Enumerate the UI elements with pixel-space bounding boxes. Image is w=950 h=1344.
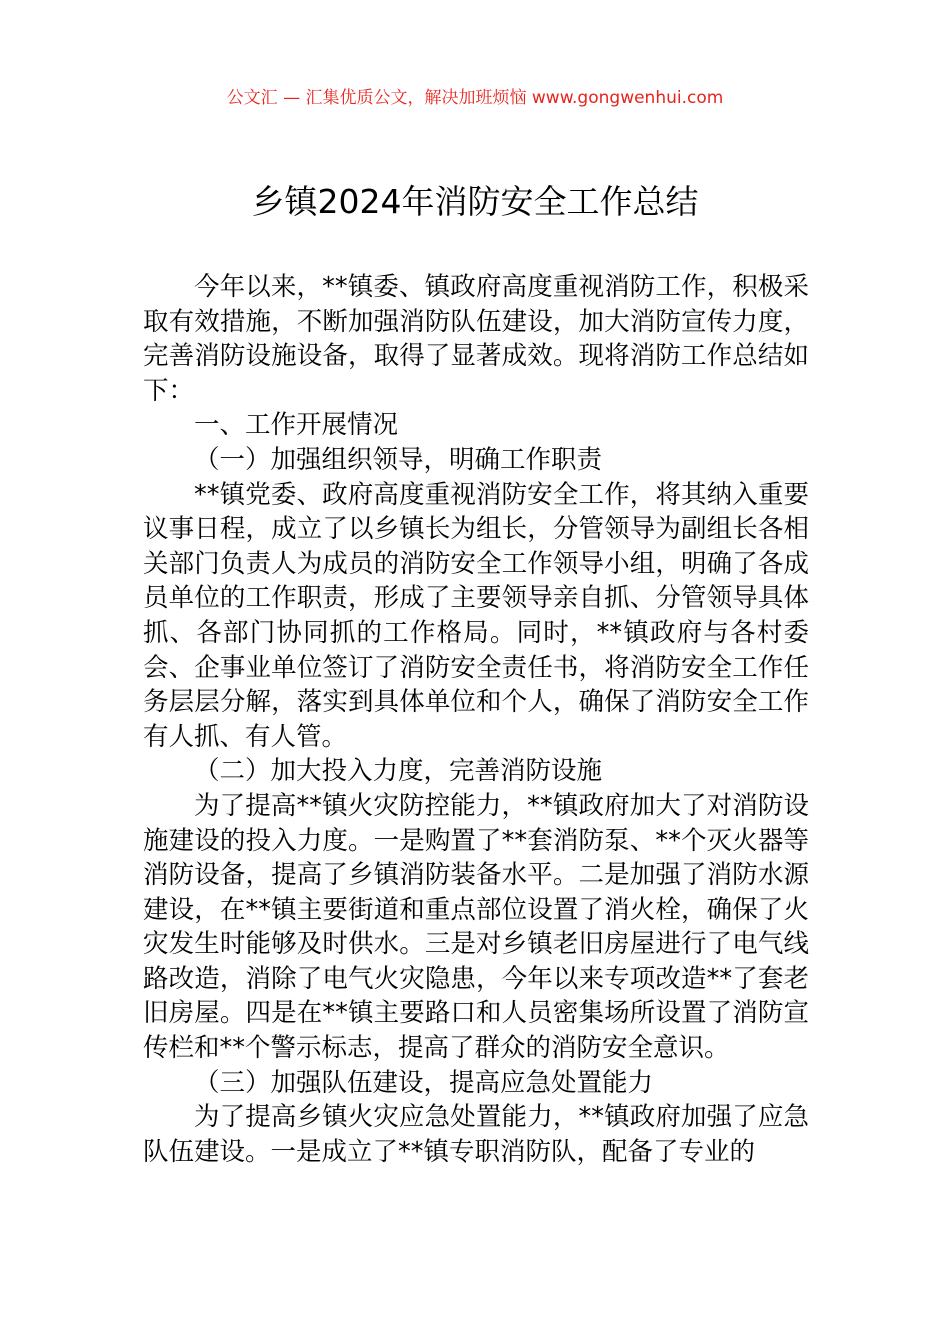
body-paragraph: 为了提高乡镇火灾应急处置能力，**镇政府加强了应急队伍建设。一是成立了**镇专职消防队，配备了专业的: [143, 1102, 809, 1167]
body-paragraph: 为了提高**镇火灾防控能力，**镇政府加大了对消防设施建设的投入力度。一是购置了**套消防泵、**个灭火器等消防设备，提高了乡镇消防装备水平。二是加强了消防水源建设，在**镇主要街道和重点部位设置了消火栓，确保了火灾发生时能够及时供水。三是对乡镇老旧房屋进行了电气线路改造，消除了电气火灾隐患，今年以来专项改造**了套老旧房屋。四是在**镇主要路口和人员密集场所设置了消防宣传栏和**个警示标志，提高了群众的消防安全意识。: [143, 790, 809, 1064]
body-paragraph: **镇党委、政府高度重视消防安全工作，将其纳入重要议事日程，成立了以乡镇长为组长，分管领导为副组长各相关部门负责人为成员的消防安全工作领导小组，明确了各成员单位的工作职责，形成了主要领导亲自抓、分管领导具体抓、各部门协同抓的工作格局。同时，**镇政府与各村委会、企事业单位签订了消防安全责任书，将消防安全工作任务层层分解，落实到具体单位和个人，确保了消防安全工作有人抓、有人管。: [143, 479, 809, 752]
subsection-heading: （一）加强组织领导，明确工作职责: [194, 444, 603, 475]
site-header-banner[interactable]: 公文汇 — 汇集优质公文，解决加班烦恼 www.gongwenhui.com: [226, 88, 724, 108]
document-body: [143, 270, 809, 1169]
subsection-heading: （二）加大投入力度，完善消防设施: [194, 756, 603, 787]
document-title: 乡镇2024年消防安全工作总结: [251, 182, 699, 221]
intro-paragraph: 今年以来，**镇委、镇政府高度重视消防工作，积极采取有效措施，不断加强消防队伍建设，加大消防宣传力度，完善消防设施设备，取得了显著成效。现将消防工作总结如下：: [143, 272, 809, 406]
section-heading: 一、工作开展情况: [194, 410, 399, 441]
subsection-heading: （三）加强队伍建设，提高应急处置能力: [194, 1067, 654, 1098]
